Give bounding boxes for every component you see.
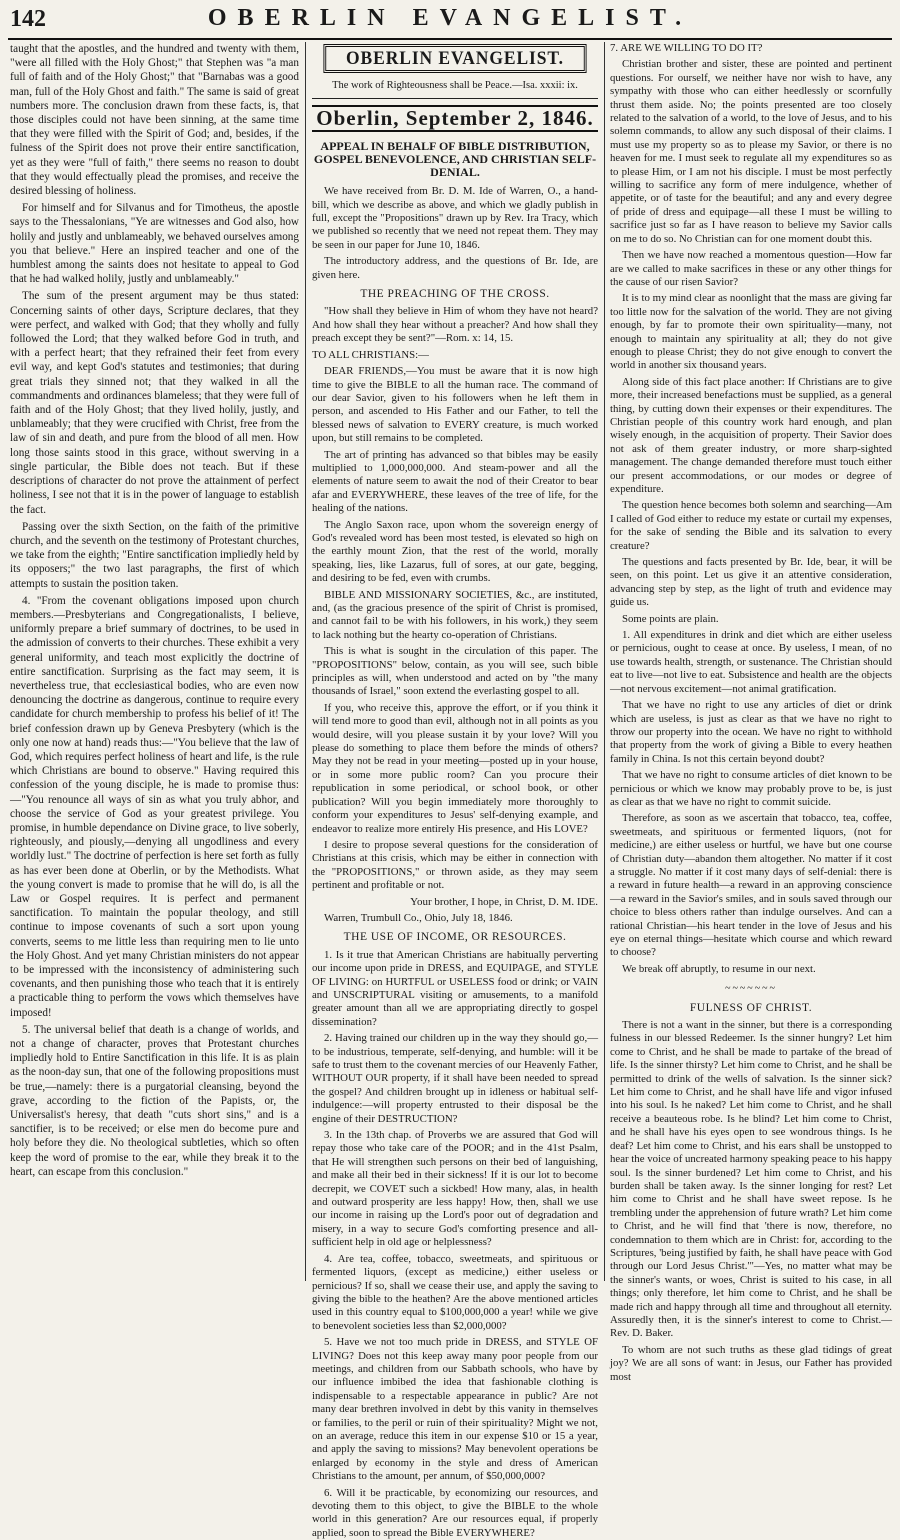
page-header [8,4,892,40]
scripture-quote: "How shall they believe in Him of whom they have not heard? And how shall they hear without a preacher? And how shall they preach except they be sent?"—Rom. x: 14, 15. [312,305,598,345]
paragraph: Along side of this fact place another: If Christians are to give more, their increased benefactions must be supplied, as a general thing, by cutting down their expenses or their expenditures. The Christian people of this country work hard enough, and plan wisely enough, in the acquisition of property. Their Savior does not ask of them greater industry, or more sharp-sighted management. The change demanded therefore must touch either our present accommodations, or our modes or degree of expenditure. [610,375,892,495]
ornament-divider: ~~~~~~~ [725,983,777,995]
paragraph: The questions and facts presented by Br. Ide, bear, it will be seen, on this point. Let us give it an attentive consideration, advancing step by step, as the light of truth and evidence may guide us. [610,556,892,609]
list-item: 1. Is it true that American Christians are habitually perverting our income upon pride in DRESS, and EQUIPAGE, and STYLE OF LIVING: on HURTFUL or USELESS food or drink; or VAIN and UNSCRIPTURAL visiting or amusements, to a manifold greater amount than all we are appropriating directly to gospel dissemination? [312,948,598,1028]
column-3 [610,42,892,1383]
section-heading: THE PREACHING OF THE CROSS. [360,288,550,301]
list-item: 6. Will it be practicable, by economizing our resources, and devoting them to this object, to give the BIBLE to the whole world in this generation? Are our resources equal, if properly applied, soon to spread the Bible EVERYWHERE? [312,1486,598,1539]
column-rule [604,42,605,1281]
paragraph: Christian brother and sister, these are pointed and pertinent questions. For ourself, we neither have nor wish to have, any sympathy with those who can either heedlessly or scornfully thrust them aside. No; the points presented are too closely related to the salvation of a world, to the love of Jesus, and to his solemn commands, to allow any such disposal of their claims. I must use my property so as to please my Savior, or there is no heaven for me. I must seek to regulate all my expenditures so as to please Him, or I am not his disciple. I must be most perfectly willing to sacrifice any form of mere indulgence, whether of appetite, or of taste for the beautiful; and any and every degree of pride of dress and equipage—all these I must be willing to sacrifice just so far as I have reason to believe my Savior calls on me to do so. No Christian can for one moment doubt this. [610,58,892,245]
list-item: 2. Having trained our children up in the way they should go,—to be industrious, temperate, self-denying, and humble: will it be safe to trust them to the covenant mercies of our Heavenly Father, WITHOUT OUR property, if it shall have been needed to spread the gospel? And children brought up in idleness or habitual self-indulgence:—will property entrusted to their disposal be the engine of their DESTRUCTION? [312,1032,598,1125]
paragraph: 1. All expenditures in drink and diet which are either useless or pernicious, ought to cease at once. By useless, I mean, of no use towards health, strength, or sustenance. The Christian should eat to live—not live to eat. Subsistence and health are the objects—not nervous excitement—not animal gratification. [610,629,892,695]
paragraph: The introductory address, and the questions of Br. Ide, are given here. [312,255,598,281]
salutation: TO ALL CHRISTIANS:— [312,348,429,361]
paragraph: The art of printing has advanced so that bibles may be easily multiplied to 1,000,000,000. And steam-power and all the elements of nature seem to await the nod of their Creator to bear afar and EVERYWHERE, these leaves of the tree of life, for the healing of the nations. [312,448,598,515]
paragraph: The question hence becomes both solemn and searching—Am I called of God either to reduce my estate or curtail my expenses, for the sake of sending the Bible and its salvation to every creature? [610,499,892,552]
paragraph: For himself and for Silvanus and for Timotheus, the apostle says to the Thessalonians, "Ye are witnesses and God also, how holily and justly and unblameably, we behaved ourselves among you that believe." Here an inspired teacher and one of the humblest among the saints does not hesitate to appeal to God that he had walked holily, justly and unblameably." [10,202,299,286]
paragraph: Some points are plain. [622,612,719,625]
paragraph: I desire to propose several questions for the consideration of Christians at this crisis, which may be either in connection with the "PROPOSITIONS," or thrown aside, as they may seem pertinent and profitable or not. [312,838,598,892]
running-title: OBERLIN EVANGELIST. [207,5,693,31]
paragraph: It is to my mind clear as noonlight that the mass are giving far too little now for the salvation of the world. They are not giving enough, by far to promote their own spirituality—many, not enough to maintain any spirituality at all; they do not give enough to please Christ; they do not give enough to convert the world in another six thousand years. [610,292,892,372]
paragraph: taught that the apostles, and the hundred and twenty with them, "were all filled with the Holy Ghost;" that Stephen was "a man full of faith and of the Holy Ghost;" that "Barnabas was a good man, full of the Holy Ghost and faith." The same is said of great numbers more. The conclusion drawn from these facts, is, that those disciples could not have been sinning, at the same time that they were filled with the Spirit of God; and, besides, if the fulness of the Spirit does not prove their entire sanctification, yet as they were "full of faith," there seems no reason to doubt that they would effectually plead the promises, and receive the desired blessing of holiness. [10,43,299,198]
paragraph: Passing over the sixth Section, on the faith of the primitive church, and the seventh on the testimony of Protestant churches, we take from the eighth; "Entire sanctification impliedly held by its opposers;" the two last paragraphs, the first of which attempts to sustain the position taken. [10,520,299,590]
list-item: 5. Have we not too much pride in DRESS, and STYLE OF LIVING? Does not this keep away many poor people from our meetings, and children from our Sabbath schools, who have by our influence imbibed the idea that fashionable clothing is indispensable to a respectable appearance in public? Are not many dear brethren involved in debt by this vanity in themselves or families, to the peril or ruin of their spirituality? Might we not, on an average, reduce this item in our expense $10 or 15 a year, and apply the saving to missions? May benevolent operations be enlarged by economy in the style and dress of American Christians to the amount, per annum, of $50,000,000? [312,1336,598,1483]
paragraph: BIBLE AND MISSIONARY SOCIETIES, &c., are instituted, and, (as the gracious presence of the spirit of Christ is promised, and cannot fail to be with his followers, in his work,) they seem to lack nothing but the hearty co-operation of Christians. [312,588,598,641]
paragraph: 4. "From the covenant obligations imposed upon church members.—Presbyterians and Congregationalists, I believe, uniformly prepare a brief summary of doctrines, to be used in the admission of converts to their churches. These exhibit a very general uniformity, and teach most explicitly the doctrine of entire sanctification. Surprising as the fact may seem, it is nevertheless true, that ecclesiastical bodies, who are even now denouncing the doctrine as dangerous, continue to require every candidate for church membership to profess his belief of it! The brief confession drawn up by Geneva Presbytery (which is the only one now at hand) reads thus:—"You believe that the law of God, which requires perfect holiness of heart and life, is the rule which Christians are bound to observe." Having required this confession of the young disciple, he is made to promise thus:—"You renounce all ways of sin as what you truly abhor, and choose the service of God as your greatest privilege. You promise, in humble dependance on Divine grace, to live soberly, righteously, and piously,—denying all ungodliness and every worldly lust." The doctrine of perfection is here set forth as fully as has ever been done at Oberlin, or by the Methodists. What the young convert is made to promise that he will do, is all the Law or Gospel requires. It is perfect and permanent sanctification. To maintain the popular theology, and still continue to impose covenants of such a sort upon young converts, seems to me little less than requiring men to lie unto the Holy Ghost. And yet many Christian ministers do not appear to be impressed with the inconsistency of administering such covenants, and then punishing those who teach that it is entirely a practicable thing to perform the vows which themselves have imposed! [10,594,299,1019]
paragraph: Then we have now reached a momentous question—How far are we called to make sacrifices in these or any other things for the cause of our risen Savior? [610,249,892,288]
article-heading: APPEAL IN BEHALF OF BIBLE DISTRIBUTION, GOSPEL BENEVOLENCE, AND CHRISTIAN SELF-DENIAL. [313,139,597,180]
paragraph: 5. The universal belief that death is a change of worlds, and not a change of character, proves that Protestant churches impliedly hold to Entire Sanctification in this life. It is as plain as the noon-day sun, that one of the following propositions must be true,—namely: there is a purgatorial cleansing, beyond the grave, according to the fiction of the Papists, or, the Universalist's heresy, that death "cuts short sins," and is a sanctifier, is to be received; or else men do become pure and holy before they die. No theological subtleties, which so often keep the word of promise to the ear, while they break it to the heart, can escape from this conclusion." [10,1023,299,1178]
dateline: Oberlin, September 2, 1846. [312,105,598,132]
signature: Your brother, I hope, in Christ, D. M. IDE. [410,895,598,908]
paragraph: If you, who receive this, approve the effort, or if you think it will tend more to good than evil, although not in all points as you would desire, will you please sustain it by your love? Will you please do something to place them before the minds of others? May they not be read in your meeting—posted up in your house, or in some more public room? Can you procure their republication in some periodical, or school book, or other publication? Will you begin immediately more thoroughly to conform your expenditures to Jesus' self-denying example, and endeavor to realize more entirely His presence, and His LOVE? [312,701,598,835]
section-heading: FULNESS OF CHRIST. [689,1001,813,1014]
section-heading: 7. ARE WE WILLING TO DO IT? [610,42,763,54]
paragraph: This is what is sought in the circulation of this paper. The "PROPOSITIONS" below, contain, as you will see, such bible principles as will, when understood and acted on by "the many thousands of Israel," soon extend the everlasting gospel to all. [312,645,598,698]
column-2 [312,42,598,1539]
section-heading: THE USE OF INCOME, OR RESOURCES. [343,931,567,944]
masthead-motto: The work of Righteousness shall be Peace.—Isa. xxxii: ix. [312,79,598,98]
paragraph: That we have no right to use any articles of diet or drink which are useless, is just as clear as that we have no right to throw our property into the ocean. We have no right to withhold that property from the work of giving a Bible to every heathen family in China. Is not this certain beyond doubt? [610,699,892,765]
paragraph: There is not a want in the sinner, but there is a corresponding fulness in our blessed Redeemer. Is the sinner hungry? Let him come to Christ, and he shall be made to partake of the bread of life. Is the sinner thirsty? Let him come to Christ, and he shall be permitted to drink of the wells of salvation. Is the sinner sick? Let him come to Christ, and he shall have life and vigor infused into his soul. Is he naked? Let him come to Christ, and he shall receive a beauteous robe. Is he blind? Let him come to Christ, and he shall have his eyes open to see wondrous things. Is he deaf? Let him come to Christ, and his ears shall be unstopped to hear the voice of uncreated harmony speaking peace to his happy soul. Is the sinner burdened? Let him come to Christ, and his burden shall be taken away. Is the sinner longing for rest? Let him come to Christ and he shall have sweet repose. Is he trembling under the apprehension of future wrath? Let him come to Christ, and he will find that 'there is now, therefore, no condemnation to them which are in Christ: for, according to the Scriptures, 'being justified by faith, he shall have peace with God through our Lord Jesus Christ.'"—Yes, no matter what may be the sinner's wants, or woes, Christ is suited to his case, in all things; only therefore, let him come to Christ, and he shall be made rich and happy through all time and throughout all eternity. Assuredly then, it is the sinner's interest to come to Christ.—Rev. D. Baker. [610,1019,892,1340]
paragraph: That we have no right to consume articles of diet known to be pernicious or which we know may probably prove to be, is just as clear as that we have no right to commit suicide. [610,769,892,808]
paragraph: The Anglo Saxon race, upon whom the sovereign energy of God's revealed word has been most tested, is elevated so high on the earthly mount Zion, that the rest of the world, morally speaking, lies, like Lazarus, full of sores, at our gate, begging, and desiring to be fed, even with crumbs. [312,518,598,585]
paragraph: DEAR FRIENDS,—You must be aware that it is now high time to give the BIBLE to all the human race. The command of our dear Savior, given to his followers when he left them in person, and ascended to His Father and our Father, to tell the blessed news of salvation to EVERY creature, is much worked upon, but still remains to be completed. [312,365,598,445]
paragraph: The sum of the present argument may be thus stated: Concerning saints of other days, Scripture declares, that they were perfect, and walked with God; that they wholly and fully followed the Lord; that they walked before God in truth, and with a perfect heart; that they refrained their feet from every evil way, and kept God's statutes and testimonies; that during great trials they sinned not; that they walked in all the commandments and ordinances blameless; that they were full of faith and of the Holy Ghost; that they lived holily, justly, and unblameably; that they were crucified with Christ, free from the law of sin and death, and pure from the blood of all men. How long those saints stood in this grace, without swerving in a single particular, the Bible does not teach. But if these descriptions of character do not prove the attainment of perfect holiness, I see not that it is in the power of language to establish the fact. [10,290,299,516]
paragraph: We break off abruptly, to resume in our next. [622,962,816,975]
paragraph: To whom are not such truths as these glad tidings of great joy? We are all sons of want: in Jesus, our Father has provided most [610,1343,892,1383]
list-item: 3. In the 13th chap. of Proverbs we are assured that God will repay those who take care of the POOR; and in the 41st Psalm, that He will strengthen such persons on their bed of languishing, and make all their bed in their sickness! If it is our lot to become decrepit, we COVET such a sickbed! How many, alas, in health and outward prosperity are less happy! How, then, shall we use our income in raising up the Lord's poor out of degradation and misery, in a way to secure God's comforting presence and all-sufficient help in old age or helplessness? [312,1129,598,1249]
column-rule [305,42,306,1281]
page-number: 142 [10,6,46,32]
signature-place: Warren, Trumbull Co., Ohio, July 18, 1846. [324,911,513,924]
list-item: 4. Are tea, coffee, tobacco, sweetmeats, and spirituous or fermented liquors, (except as medicine,) either useless or pernicious? If so, shall we cease their use, and apply the saving to giving the bible to the heathen? Are the above mentioned articles used in this country equal to $100,000,000 a year! while we give to benevolent societies less than $2,000,000? [312,1252,598,1332]
column-1 [10,42,299,1281]
masthead: OBERLIN EVANGELIST. [323,44,586,73]
paragraph: Therefore, as soon as we ascertain that tobacco, tea, coffee, sweetmeats, and spirituous or fermented liquors, (not for medicine,) are either useless or hurtful, we have but one course of Christian duty—abandon them altogether. No matter if it cost a struggle. No matter if it cost many days of self-denial: there is a reward in future health—a reward in an approving conscience—a reward in the Savior's smiles, and in souls saved through our choice to bless others rather than indulge ourselves. And can a rational Christian—his heart tender in the love of Jesus and his eye on eternal things—hesitate which course and which reward to choose? [610,812,892,959]
paragraph: We have received from Br. D. M. Ide of Warren, O., a hand-bill, which we describe as above, and which we gladly publish in full, except the "Propositions" drawn up by Rev. Ira Tracy, which we published so recently that we need not repeat them. They may be seen in our paper for June 10, 1846. [312,185,598,251]
